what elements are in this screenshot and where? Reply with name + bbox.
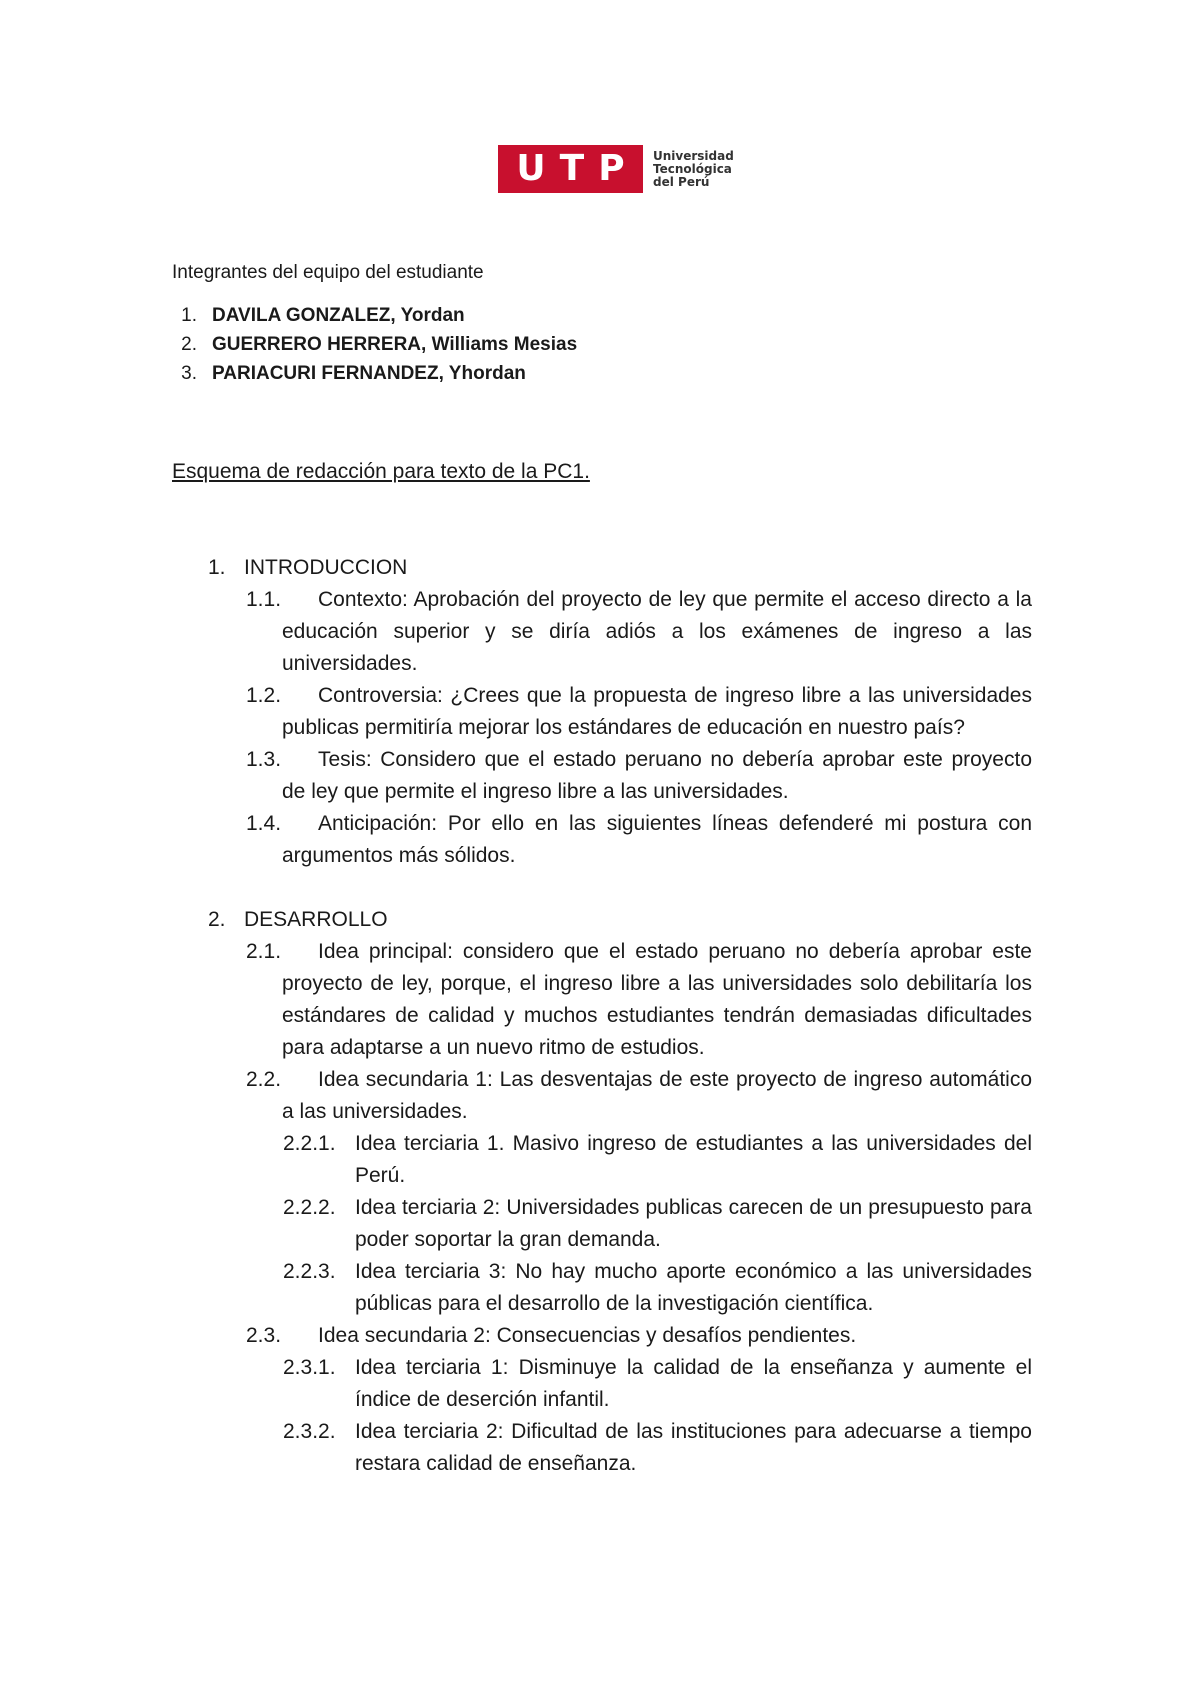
outline-item <box>246 744 1032 808</box>
outline-item <box>283 1352 1032 1416</box>
spacer <box>0 872 1200 904</box>
logo-text-line: Universidad <box>653 148 734 163</box>
logo-text-line: del Perú <box>653 174 710 189</box>
list-number: 2. <box>181 334 197 355</box>
list-number: 1. <box>181 305 197 326</box>
item-text: Idea secundaria 1: Las desventajas de este proyecto de ingreso automático a las universidades. <box>282 1068 1032 1123</box>
member-name: PARIACURI FERNANDEZ, Yhordan <box>212 363 526 384</box>
scheme-title: Esquema de redacción para texto de la PC1. <box>172 460 590 483</box>
item-number: 2.3.1. <box>283 1356 336 1379</box>
item-number: 1.1. <box>246 588 282 611</box>
item-text: Contexto: Aprobación del proyecto de ley que permite el acceso directo a la educación superior y se diría adiós a los exámenes de ingreso a las universidades. <box>282 588 1032 675</box>
logo-letter-p: P <box>598 148 625 189</box>
section-heading-intro <box>0 552 1200 584</box>
logo-red-block <box>498 145 643 193</box>
outline-item <box>246 808 1032 872</box>
outline-item <box>246 1320 1032 1352</box>
team-heading: Integrantes del equipo del estudiante <box>172 262 484 283</box>
item-text: Idea terciaria 2: Dificultad de las instituciones para adecuarse a tiempo restara calidad de enseñanza. <box>355 1420 1032 1475</box>
item-number: 2.1. <box>246 940 282 963</box>
outline <box>0 552 1200 1480</box>
members-list <box>172 305 577 392</box>
section-number: 2. <box>208 908 226 931</box>
item-number: 1.4. <box>246 812 282 835</box>
item-number: 2.3. <box>246 1324 282 1347</box>
outline-item <box>283 1192 1032 1256</box>
list-number: 3. <box>181 363 197 384</box>
member-name: GUERRERO HERRERA, Williams Mesias <box>212 334 578 355</box>
outline-item <box>246 1064 1032 1128</box>
logo-letter-t: T <box>559 148 585 189</box>
list-item <box>172 334 577 363</box>
item-number: 2.2.2. <box>283 1196 336 1219</box>
outline-item <box>283 1256 1032 1320</box>
section-title: DESARROLLO <box>244 908 388 931</box>
logo-wordmark <box>653 150 734 189</box>
section-title: INTRODUCCION <box>244 556 408 579</box>
section-number: 1. <box>208 556 226 579</box>
member-name: DAVILA GONZALEZ, Yordan <box>212 305 465 326</box>
outline-item <box>246 680 1032 744</box>
outline-item <box>283 1416 1032 1480</box>
item-text: Idea secundaria 2: Consecuencias y desafíos pendientes. <box>318 1324 857 1347</box>
item-number: 2.3.2. <box>283 1420 336 1443</box>
outline-item <box>283 1128 1032 1192</box>
item-number: 1.3. <box>246 748 282 771</box>
item-text: Controversia: ¿Crees que la propuesta de ingreso libre a las universidades publicas permitiría mejorar los estándares de educación en nuestro país? <box>282 684 1032 739</box>
item-text: Anticipación: Por ello en las siguientes líneas defenderé mi postura con argumentos más sólidos. <box>282 812 1032 867</box>
item-number: 1.2. <box>246 684 282 707</box>
logo-text-line: Tecnológica <box>653 161 732 176</box>
outline-item <box>246 936 1032 1064</box>
outline-item <box>246 584 1032 680</box>
utp-logo <box>498 145 734 193</box>
item-text: Tesis: Considero que el estado peruano no debería aprobar este proyecto de ley que permite el ingreso libre a las universidades. <box>282 748 1032 803</box>
list-item <box>172 363 577 392</box>
section-heading-development <box>0 904 1200 936</box>
list-item <box>172 305 577 334</box>
item-text: Idea terciaria 3: No hay mucho aporte económico a las universidades públicas para el desarrollo de la investigación científica. <box>355 1260 1032 1315</box>
item-text: Idea terciaria 2: Universidades publicas carecen de un presupuesto para poder soportar la gran demanda. <box>355 1196 1032 1251</box>
item-number: 2.2.1. <box>283 1132 336 1155</box>
item-text: Idea terciaria 1. Masivo ingreso de estudiantes a las universidades del Perú. <box>355 1132 1032 1187</box>
logo-letter-u: U <box>516 148 546 189</box>
item-text: Idea principal: considero que el estado peruano no debería aprobar este proyecto de ley, porque, el ingreso libre a las universidades solo debilitaría los estándares de calidad y muchos estudiantes tendrán demasiadas dificultades para adaptarse a un nuevo ritmo de estudios. <box>282 940 1032 1059</box>
item-number: 2.2. <box>246 1068 282 1091</box>
item-number: 2.2.3. <box>283 1260 336 1283</box>
item-text: Idea terciaria 1: Disminuye la calidad de la enseñanza y aumente el índice de deserción infantil. <box>355 1356 1032 1411</box>
